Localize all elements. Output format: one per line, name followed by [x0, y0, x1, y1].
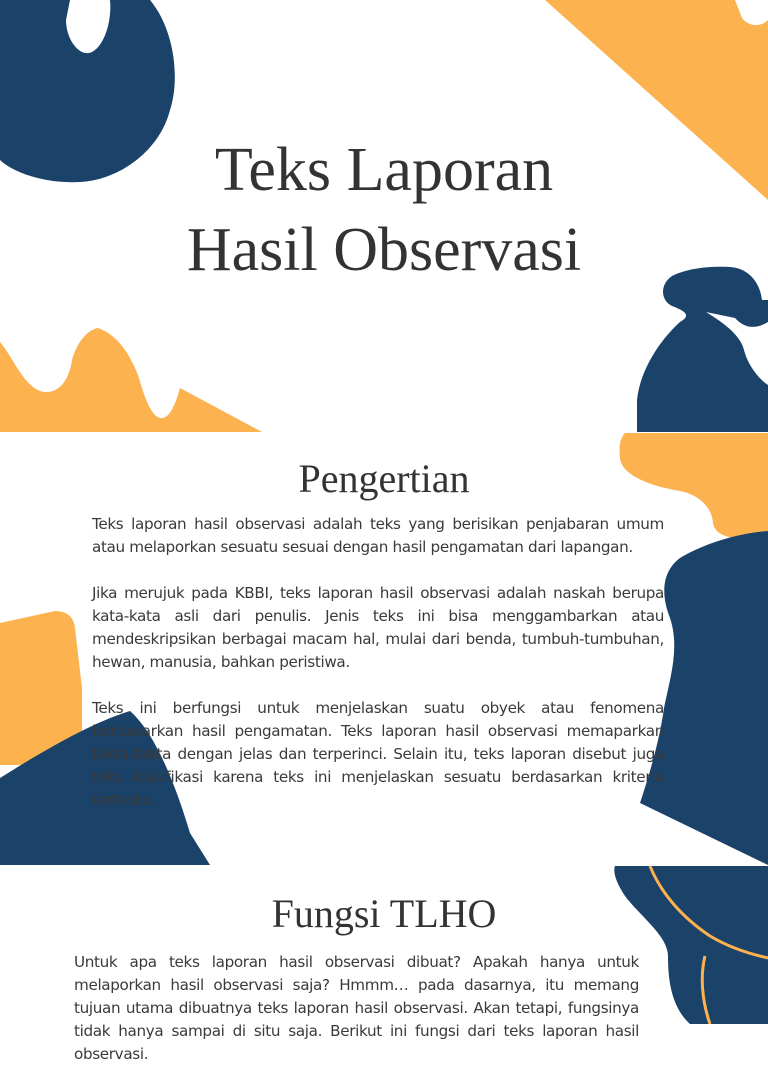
title-slide: [0, 0, 768, 432]
title-line-1: Teks Laporan: [214, 136, 554, 204]
orange-shape-bottom-left: [0, 328, 262, 432]
paragraph: Teks laporan hasil observasi adalah teks yang berisikan penjabaran umum atau melaporkan sesuatu sesuai dengan hasil pengamatan dari lapangan.: [92, 515, 664, 556]
fungsi-slide: [0, 866, 768, 1063]
title-line-2: Hasil Observasi: [186, 216, 582, 284]
paragraph: Jika merujuk pada KBBI, teks laporan hasil observasi adalah naskah berupa kata-kata asli dari penulis. Jenis teks ini bisa menggambarkan atau mendeskripsikan berbagai macam hal, mulai dari benda, tumbuh-tumbuhan, hewan, manusia, bahkan peristiwa.: [92, 584, 664, 671]
pengertian-slide: [0, 433, 768, 865]
fungsi-body: [74, 951, 639, 1089]
section-heading: Fungsi TLHO: [271, 891, 497, 936]
page-title: [0, 130, 768, 290]
paragraph: Untuk apa teks laporan hasil observasi dibuat? Apakah hanya untuk melaporkan hasil observasi saja? Hmmm… pada dasarnya, itu memang tujuan utama dibuatnya teks laporan hasil observasi. Akan tetapi, fungsinya tidak hanya sampai di situ saja. Berikut ini fungsi dari teks laporan hasil observasi.: [74, 953, 639, 1063]
section-heading: Pengertian: [298, 456, 470, 501]
paragraph: Teks ini berfungsi untuk menjelaskan suatu obyek atau fenomena berdasarkan hasil pengamatan. Teks laporan hasil observasi memaparkan fakta-fakta dengan jelas dan terperinci. Selain itu, teks laporan disebut juga teks klasifikasi karena teks ini menjelaskan sesuatu berdasarkan kriteria tertentu.: [92, 699, 664, 809]
pengertian-body: [92, 513, 664, 835]
